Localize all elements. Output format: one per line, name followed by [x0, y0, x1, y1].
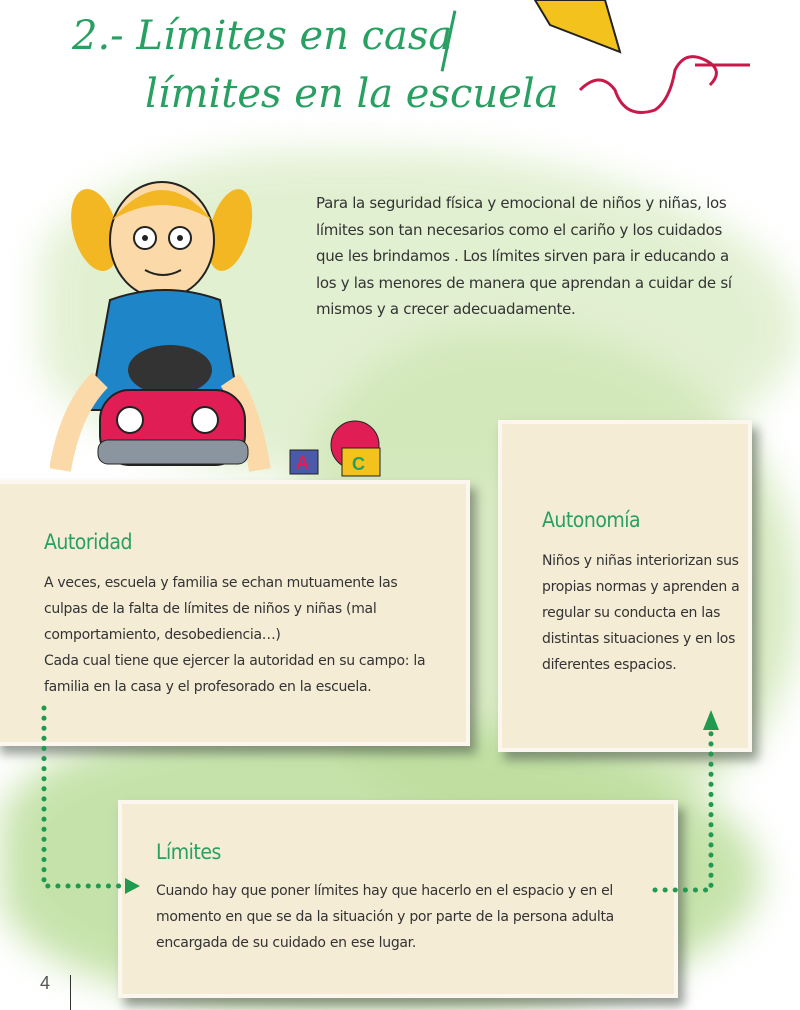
arrow-head-up-icon [703, 710, 719, 730]
block-letter-a: A [296, 453, 309, 473]
dotted-arrows [0, 690, 800, 910]
page-number: 4 [40, 973, 51, 993]
autonomia-text: Niños y niñas interiorizan sus propias normas y aprenden a regular su conducta en las distintas situaciones y en los diferentes espacios. [542, 553, 740, 673]
page-number-divider [70, 975, 71, 1010]
autonomia-title: Autonomía [542, 508, 641, 532]
limites-title: Límites [156, 840, 221, 864]
limites-text: Cuando hay que poner límites hay que hacerlo en el espacio y en el momento en que se da la situación y por parte de la persona adulta encargada de su cuidado en ese lugar. [156, 883, 614, 951]
arrow-limites-to-autonomia [655, 730, 711, 890]
page-title-line1: 2.- Límites en casa [72, 13, 453, 59]
kite-illustration [520, 0, 780, 130]
kite-tail [580, 57, 750, 113]
block-letter-c: C [352, 454, 365, 474]
arrow-autoridad-to-limites [44, 708, 125, 886]
page-title-line2: límites en la escuela [145, 71, 559, 117]
autoridad-text [44, 570, 444, 700]
autoridad-text-2: Cada cual tiene que ejercer la autoridad en su campo: la familia en la casa y el profesorado en la escuela. [44, 653, 426, 695]
autoridad-title: Autoridad [44, 530, 132, 554]
autoridad-text-1: A veces, escuela y familia se echan mutuamente las culpas de la falta de límites de niños y niñas (mal comportamiento, desobediencia…) [44, 575, 398, 643]
intro-paragraph: Para la seguridad física y emocional de niños y niñas, los límites son tan necesarios como el cariño y los cuidados que les brindamos . Los límites sirven para ir educando a los y las menores de manera que aprendan a cuidar de sí mismos y a crecer adecuadamente. [316, 194, 732, 318]
arrow-head-right-icon [125, 878, 140, 894]
